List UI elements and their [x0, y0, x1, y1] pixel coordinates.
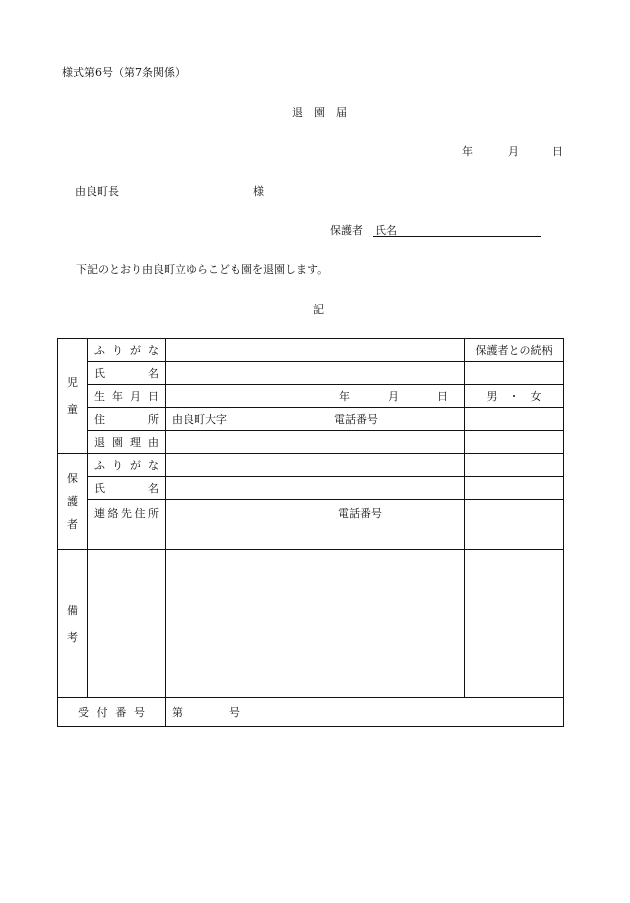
birth-year-label: 年 — [339, 389, 350, 403]
statement: 下記のとおり由良町立ゆらこども園を退園します。 — [76, 263, 329, 276]
receipt-number-label: 受付番号 — [78, 705, 145, 719]
guardian-group-char: 保 — [67, 472, 78, 485]
withdrawal-reason-extra-field[interactable] — [465, 431, 564, 454]
form-number: 様式第6号（第7条関係） — [62, 66, 186, 79]
guardian-name-underline[interactable] — [373, 236, 541, 237]
addressee-honorific: 様 — [253, 185, 264, 198]
withdrawal-reason-label: 退園理由 — [94, 435, 159, 449]
withdrawal-reason-field[interactable] — [166, 431, 465, 454]
child-group-char: 童 — [67, 403, 78, 416]
child-furigana-label: ふりがな — [94, 343, 159, 357]
guardian-group-char: 者 — [67, 518, 78, 531]
guardian-name-field[interactable] — [166, 477, 465, 500]
guardian-name-label: 氏名 — [375, 224, 397, 237]
guardian-furigana-field[interactable] — [166, 454, 465, 477]
remarks-field-2[interactable] — [166, 550, 465, 698]
guardian-contact-extra-field[interactable] — [465, 500, 564, 550]
child-address-prefix: 由良町大字 — [172, 412, 227, 426]
receipt-gou: 号 — [229, 705, 240, 719]
guardian-name-extra-field[interactable] — [465, 477, 564, 500]
relation-field[interactable] — [465, 362, 564, 385]
child-phone-label: 電話番号 — [334, 412, 378, 426]
child-name-field[interactable] — [166, 362, 465, 385]
child-gender-field[interactable] — [465, 385, 564, 408]
remarks-group-cell — [58, 550, 88, 698]
birth-day-label: 日 — [437, 389, 448, 403]
withdrawal-form-table — [57, 338, 564, 727]
child-group-cell — [58, 339, 88, 454]
child-birthdate-field[interactable] — [166, 385, 465, 408]
child-name-label: 氏名 — [94, 366, 159, 380]
guardian-furigana-label: ふりがな — [94, 458, 159, 472]
addressee: 由良町長 — [75, 185, 119, 198]
remarks-group-char: 考 — [67, 630, 78, 644]
guardian-contact-address-label: 連絡先住所 — [94, 507, 159, 520]
guardian-name-row-label: 氏名 — [94, 481, 159, 495]
gender-options: 男 ・ 女 — [486, 389, 542, 403]
guardian-phone-label: 電話番号 — [338, 507, 382, 520]
child-furigana-field[interactable] — [166, 339, 465, 362]
remarks-field-3[interactable] — [465, 550, 564, 698]
guardian-contact-address-field[interactable] — [166, 500, 465, 550]
receipt-number-field[interactable] — [166, 698, 564, 727]
date-month-label: 月 — [508, 145, 519, 158]
date-year-label: 年 — [462, 145, 473, 158]
child-address-label: 住所 — [94, 412, 159, 426]
guardian-group-cell — [58, 454, 88, 550]
document-title: 退 園 届 — [292, 106, 347, 119]
child-address-field[interactable] — [166, 408, 465, 431]
guardian-label: 保護者 — [330, 224, 363, 237]
receipt-dai: 第 — [172, 705, 183, 719]
remarks-group-char: 備 — [67, 603, 78, 617]
child-group-char: 児 — [67, 376, 78, 389]
date-day-label: 日 — [552, 145, 563, 158]
birth-month-label: 月 — [388, 389, 399, 403]
child-birthdate-label: 生年月日 — [94, 389, 159, 403]
guardian-furigana-extra-field[interactable] — [465, 454, 564, 477]
remarks-field-1[interactable] — [88, 550, 166, 698]
relation-label: 保護者との続柄 — [475, 343, 553, 357]
guardian-group-char: 護 — [67, 495, 78, 508]
ki-label: 記 — [313, 303, 324, 316]
child-address-extra-field[interactable] — [465, 408, 564, 431]
